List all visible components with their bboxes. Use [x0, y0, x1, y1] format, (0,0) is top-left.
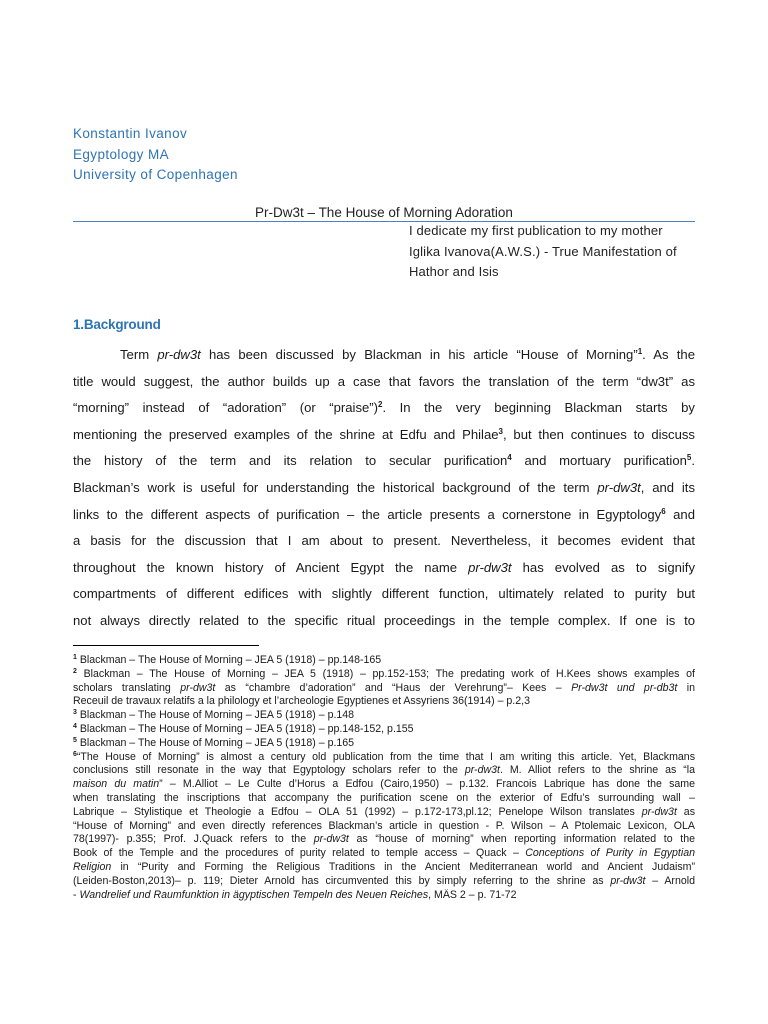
- footnote-line: Receuil de travaux relatifs a la philology et l’archeologie Egyptienes et Assyriens 36(1914) – p.2,3: [73, 695, 530, 708]
- footnote-line: 78(1997)- p.355; Prof. J.Quack refers to the pr-dw3t as “house of morning” when reporting information related to the: [73, 833, 695, 846]
- footnote-line: $^6$“The House of Morning” is almost a century old publication from the time that I am writing this article. Yet, Blackmans: [73, 750, 695, 763]
- body-line: the history of the term and its relation to secular purification$^4$ and mortuary purification$^5$.: [73, 453, 695, 469]
- footnote-line: Labrique – Stylistique et Theologie a Edfou – OLA 51 (1992) – p.172-173,pl.12; Penelope Wilson translates pr-dw3t as: [73, 805, 695, 818]
- title-rule: [73, 205, 695, 222]
- body-line: title would suggest, the author builds up a case that favors the translation of the term “dw3t” as: [73, 373, 695, 389]
- body-line: throughout the known history of Ancient Egypt the name pr-dw3t has evolved as to signify: [73, 559, 695, 575]
- footnote-reference: 1: [73, 654, 77, 661]
- footnote-reference: 2: [378, 400, 383, 410]
- paper-title: Pr-Dw3t – The House of Morning Adoration: [255, 205, 513, 220]
- body-line: compartments of different edifices with slightly different function, ultimately related to purity but: [73, 586, 695, 602]
- dedication-line: Hathor and Isis: [409, 264, 499, 279]
- footnote-line: $^1$ Blackman – The House of Morning – JEA 5 (1918) – pp.148-165: [73, 654, 382, 666]
- footnote-reference: 2: [73, 667, 77, 675]
- footnote-reference: 1: [637, 347, 643, 356]
- footnote-reference: 4: [507, 453, 512, 463]
- footnote-line: maison du matin” – M.Alliot – Le Culte d’Horus a Edfou (Cairo,1950) – p.132. Francois Labrique has done the same: [73, 778, 695, 791]
- footnote-line: Book of the Temple and the procedures of purity related to temple access – Quack – Conceptions of Purity in Egyptian: [73, 847, 695, 860]
- author-institution: University of Copenhagen: [73, 167, 238, 182]
- footnote-reference: 3: [498, 426, 503, 436]
- footnote-line: conclusions still resonate in the way that Egyptology scholars refer to the pr-dw3t. M. Alliot refers to the shrine as “la: [73, 764, 695, 777]
- footnote-reference: 6: [73, 750, 77, 758]
- dedication-line: Iglika Ivanova(A.W.S.) - True Manifestation of: [409, 243, 677, 259]
- author-name: Konstantin Ivanov: [73, 126, 188, 141]
- body-line: mentioning the preserved examples of the shrine at Edfu and Philae$^3$, but then continues to discuss: [73, 426, 695, 442]
- dedication-line: I dedicate my first publication to my mother: [409, 223, 663, 238]
- footnote-line: (Leiden-Boston,2013)– p. 119; Dieter Arnold has circumvented this by simply referring to the shrine as pr-dw3t – Arnold: [73, 874, 695, 887]
- body-line: not always directly related to the specific ritual proceedings in the temple complex. If one is to: [73, 612, 695, 628]
- footnote-line: $^4$ Blackman – The House of Morning – JEA 5 (1918) – pp.148-152, p.155: [73, 722, 414, 735]
- footnote-reference: 5: [686, 453, 692, 463]
- author-degree: Egyptology MA: [73, 146, 169, 162]
- footnote-reference: 6: [661, 506, 666, 516]
- dedication: [409, 221, 697, 283]
- footnote-reference: 5: [73, 736, 77, 744]
- footnote-reference: 4: [73, 722, 77, 730]
- footnote-line: $^3$ Blackman – The House of Morning – JEA 5 (1918) – p.148: [73, 709, 355, 722]
- footnote-line: “House of Morning” and even directly references Blackman’s article in question - P. Wilson – A Ptolemaic Lexicon, OLA: [73, 819, 695, 832]
- section-heading: 1.Background: [73, 317, 161, 332]
- body-line: Term pr-dw3t has been discussed by Blackman in his article “House of Morning”$^1$. As the: [120, 347, 695, 362]
- body-line: links to the different aspects of purification – the article presents a cornerstone in Egyptology$^6$ and: [73, 506, 695, 522]
- footnote-reference: 3: [73, 709, 77, 717]
- footnote-separator: [73, 645, 259, 646]
- author-block: [73, 124, 238, 186]
- footnote-line: $^2$ Blackman – The House of Morning – JEA 5 (1918) – pp.152-153; The predating work of H.Kees shows examples of: [73, 667, 695, 680]
- body-line: “morning” instead of “adoration” (or “praise”)$^2$. In the very beginning Blackman starts by: [73, 400, 695, 416]
- footnote-line: when translating the inscriptions that accompany the purification scene on the exterior of Edfu’s surrounding wall –: [73, 791, 695, 804]
- body-line: Blackman’s work is useful for understanding the historical background of the term pr-dw3t, and its: [73, 479, 695, 495]
- footnote-line: - Wandrelief und Raumfunktion in ägyptischen Tempeln des Neuen Reiches, MÄS 2 – p. 71-72: [73, 888, 517, 901]
- footnotes: [73, 654, 695, 902]
- footnote-line: scholars translating pr-dw3t as “chambre d’adoration” and “Haus der Verehrung”– Kees – Pr-dw3t und pr-db3t in: [73, 681, 695, 694]
- body-line: a basis for the discussion that I am about to present. Nevertheless, it becomes evident that: [73, 533, 695, 549]
- body-paragraph: [73, 342, 695, 635]
- footnote-line: $^5$ Blackman – The House of Morning – JEA 5 (1918) – p.165: [73, 736, 355, 749]
- footnote-line: Religion in “Purity and Forming the Religious Traditions in the Ancient Mediterranean world and Ancient Judaism”: [73, 860, 695, 873]
